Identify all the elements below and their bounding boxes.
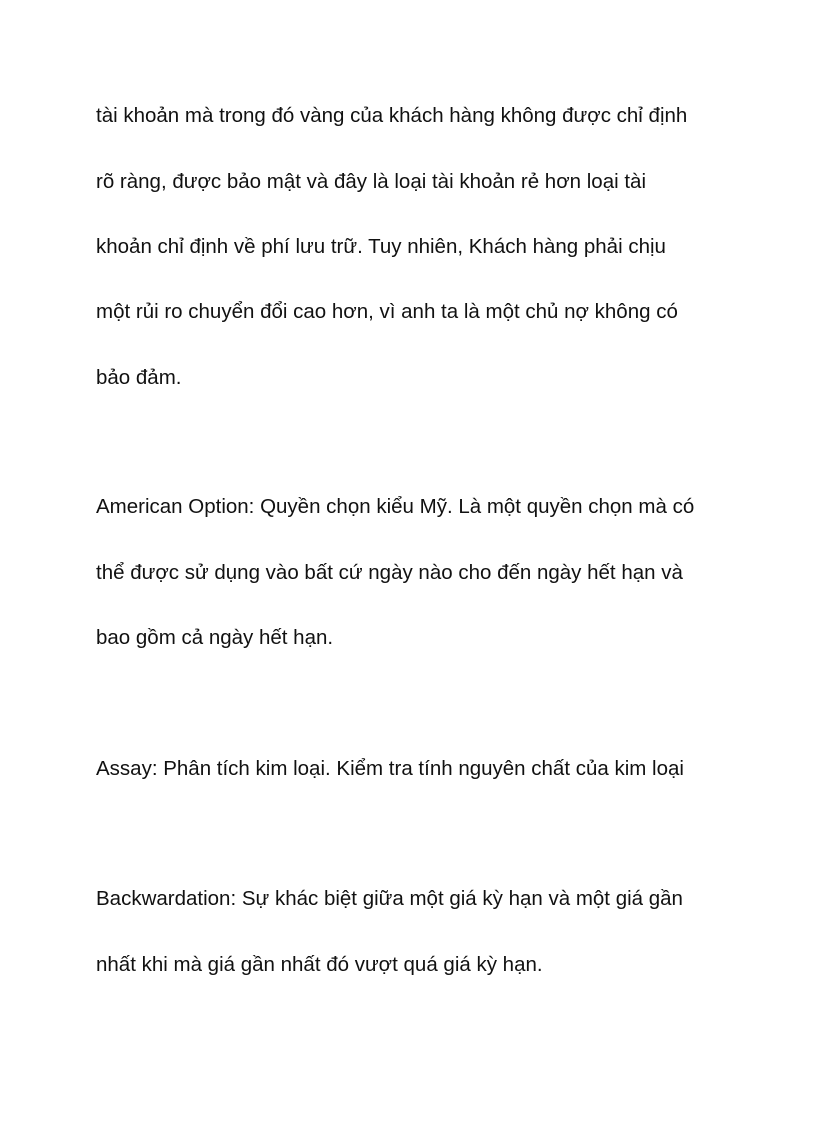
text-line: khoản chỉ định về phí lưu trữ. Tuy nhiên, Khách hàng phải chịu (96, 235, 666, 258)
text-line: nhất khi mà giá gần nhất đó vượt quá giá kỳ hạn. (96, 953, 543, 976)
text-line: thể được sử dụng vào bất cứ ngày nào cho đến ngày hết hạn và (96, 561, 683, 584)
text-line: rõ ràng, được bảo mật và đây là loại tài khoản rẻ hơn loại tài (96, 170, 646, 193)
text-line: bao gồm cả ngày hết hạn. (96, 626, 334, 649)
text-line: Assay: Phân tích kim loại. Kiểm tra tính nguyên chất của kim loại (96, 757, 684, 780)
text-line: tài khoản mà trong đó vàng của khách hàng không được chỉ định (96, 104, 688, 127)
text-line: bảo đảm. (96, 366, 182, 389)
text-line: một rủi ro chuyển đổi cao hơn, vì anh ta là một chủ nợ không có (96, 300, 678, 323)
text-line: Backwardation: Sự khác biệt giữa một giá kỳ hạn và một giá gần (96, 887, 683, 910)
text-line: American Option: Quyền chọn kiểu Mỹ. Là một quyền chọn mà có (96, 495, 695, 518)
